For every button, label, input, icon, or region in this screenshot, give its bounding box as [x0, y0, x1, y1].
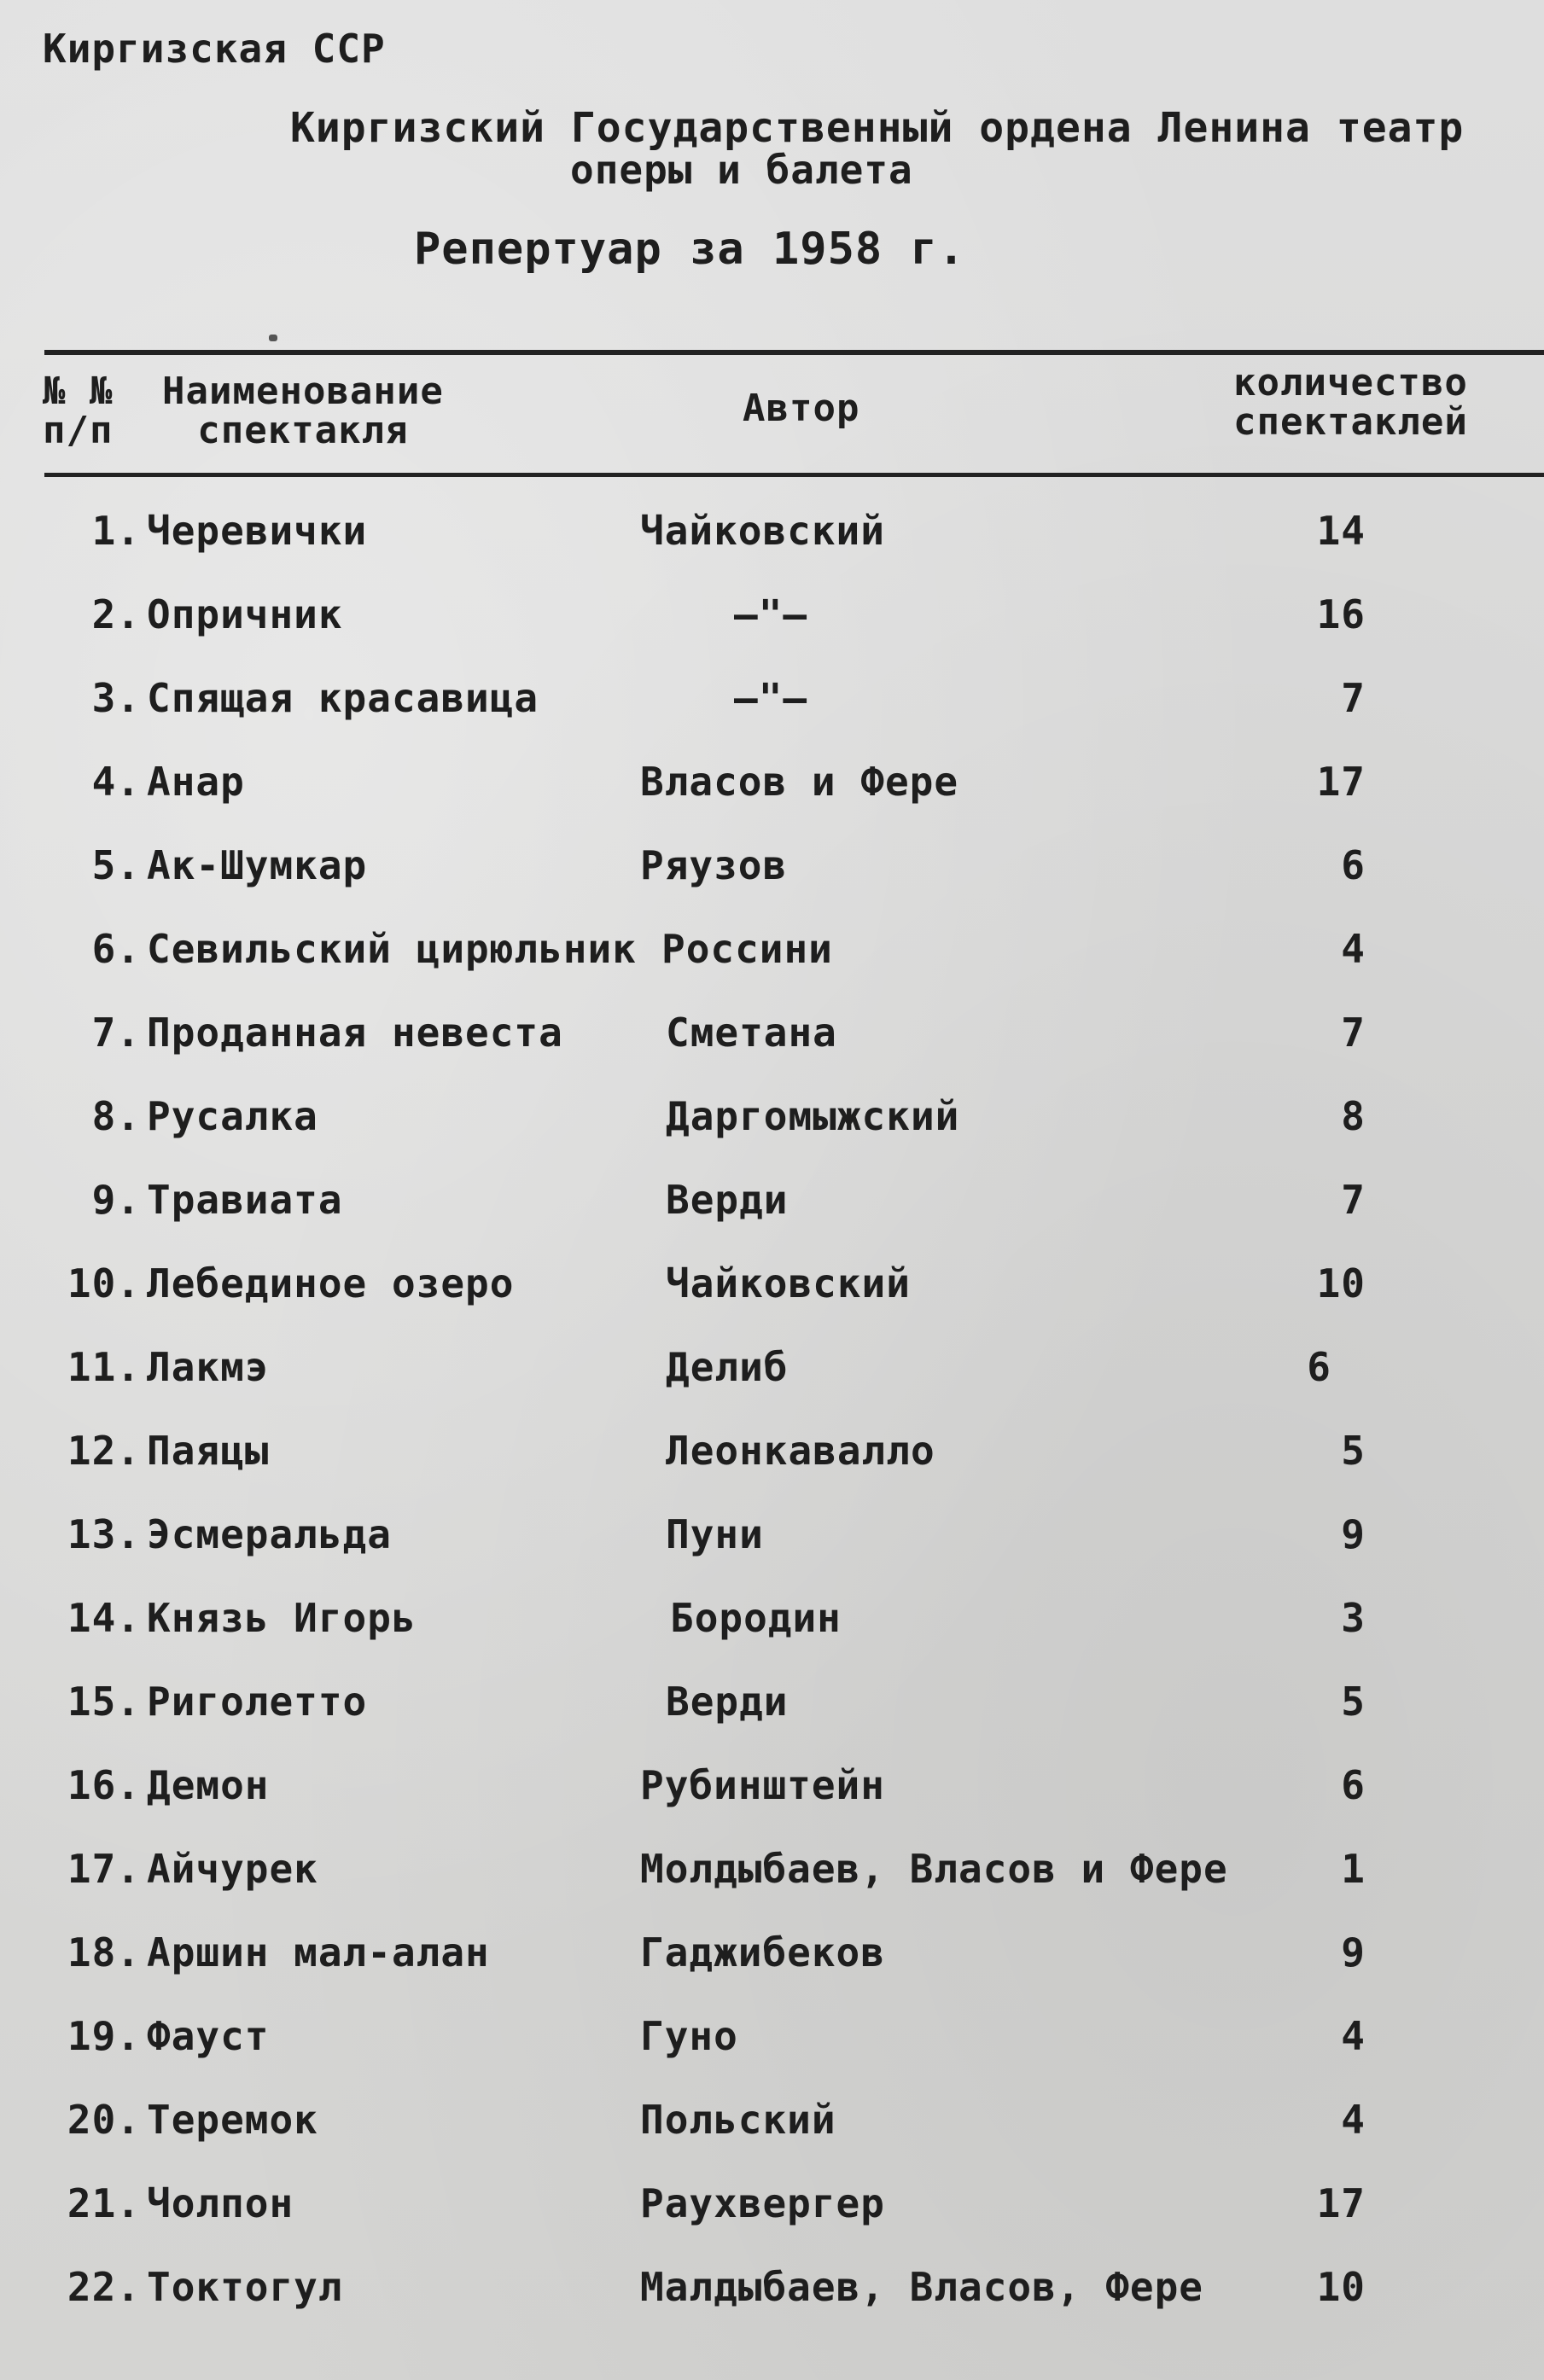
- row-title: Лакмэ: [147, 1344, 270, 1390]
- table-row: [0, 2180, 1544, 2232]
- row-number: 4.: [91, 759, 141, 805]
- row-count: 4: [1341, 2097, 1366, 2143]
- row-count: 9: [1341, 1511, 1366, 1557]
- table-row: [0, 2097, 1544, 2148]
- row-number: 3.: [91, 675, 141, 721]
- row-count: 7: [1341, 675, 1366, 721]
- row-count: 5: [1341, 1428, 1366, 1474]
- table-row: [0, 1260, 1544, 1312]
- row-count: 10: [1316, 1260, 1366, 1306]
- row-title: Ак-Шумкар: [147, 842, 368, 888]
- row-number: 22.: [67, 2264, 141, 2310]
- row-author: –"–: [734, 591, 808, 637]
- row-title: Князь Игорь: [147, 1595, 417, 1641]
- column-header-title-line1: Наименование: [162, 370, 444, 413]
- row-title: Демон: [147, 1762, 270, 1808]
- table-header-bottom-rule: [44, 473, 1544, 477]
- row-count: 7: [1341, 1010, 1366, 1056]
- row-author: Бородин: [670, 1595, 842, 1641]
- row-author: Верди: [666, 1177, 789, 1223]
- row-author: –"–: [734, 675, 808, 721]
- row-number: 2.: [91, 591, 141, 637]
- row-author: Даргомыжский: [666, 1093, 960, 1139]
- row-author: Малдыбаев, Власов, Фере: [640, 2264, 1203, 2310]
- table-row: [0, 1344, 1544, 1395]
- table-row: [0, 759, 1544, 810]
- organization-line-2: оперы и балета: [570, 147, 913, 193]
- row-count: 1: [1341, 1846, 1366, 1892]
- row-author: Ряузов: [640, 842, 788, 888]
- column-header-count-line1: количество: [1233, 361, 1468, 404]
- row-title: Чолпон: [147, 2180, 294, 2226]
- row-title: Травиата: [147, 1177, 343, 1223]
- row-number: 13.: [67, 1511, 141, 1557]
- column-header-author: Автор: [743, 387, 860, 430]
- table-row: [0, 1762, 1544, 1813]
- column-header-title-line2: спектакля: [197, 409, 409, 452]
- row-title: Токтогул: [147, 2264, 343, 2310]
- row-author: Россини: [661, 926, 833, 972]
- row-title: Айчурек: [147, 1846, 318, 1892]
- row-number: 16.: [67, 1762, 141, 1808]
- row-count: 3: [1341, 1595, 1366, 1641]
- table-row: [0, 842, 1544, 893]
- row-count: 8: [1341, 1093, 1366, 1139]
- row-count: 10: [1316, 2264, 1366, 2310]
- row-count: 7: [1341, 1177, 1366, 1223]
- row-number: 5.: [91, 842, 141, 888]
- row-title: Паяцы: [147, 1428, 270, 1474]
- row-author: Раухвергер: [640, 2180, 885, 2226]
- table-row: [0, 1177, 1544, 1228]
- row-number: 1.: [91, 508, 141, 554]
- table-row: [0, 1679, 1544, 1730]
- row-title: Спящая красавица: [147, 675, 539, 721]
- row-count: 16: [1316, 591, 1366, 637]
- row-number: 20.: [67, 2097, 141, 2143]
- table-top-rule: [44, 350, 1544, 355]
- row-title: Теремок: [147, 2097, 318, 2143]
- row-number: 19.: [67, 2013, 141, 2059]
- row-author: Власов и Фере: [640, 759, 959, 805]
- row-number: 12.: [67, 1428, 141, 1474]
- row-author: Гаджибеков: [640, 1929, 885, 1976]
- row-number: 6.: [91, 926, 141, 972]
- row-title: Опричник: [147, 591, 343, 637]
- column-header-count: [1233, 361, 1468, 444]
- table-row: [0, 675, 1544, 726]
- row-number: 7.: [91, 1010, 141, 1056]
- column-header-count-line2: спектаклей: [1233, 400, 1468, 444]
- row-number: 10.: [67, 1260, 141, 1306]
- column-header-number: [43, 372, 113, 451]
- table-row: [0, 1846, 1544, 1897]
- row-count: 4: [1341, 926, 1366, 972]
- document-title: Репертуар за 1958 г.: [414, 224, 966, 275]
- row-count: 6: [1341, 1762, 1366, 1808]
- row-count: 17: [1316, 759, 1366, 805]
- row-count: 9: [1341, 1929, 1366, 1976]
- row-number: 17.: [67, 1846, 141, 1892]
- row-title: Лебединое озеро: [147, 1260, 515, 1306]
- row-number: 8.: [91, 1093, 141, 1139]
- column-header-number-line2: п/п: [43, 409, 114, 452]
- table-row: [0, 1929, 1544, 1981]
- row-title: Русалка: [147, 1093, 318, 1139]
- row-author: Гуно: [640, 2013, 738, 2059]
- row-author: Молдыбаев, Власов и Фере: [640, 1846, 1228, 1892]
- row-title: Фауст: [147, 2013, 270, 2059]
- row-author: Чайковский: [666, 1260, 911, 1306]
- row-author: Пуни: [666, 1511, 764, 1557]
- row-author: Чайковский: [640, 508, 885, 554]
- republic-heading: Киргизская ССР: [43, 26, 386, 72]
- row-count: 6: [1341, 842, 1366, 888]
- table-row: [0, 1093, 1544, 1144]
- row-author: Леонкавалло: [666, 1428, 935, 1474]
- row-title: Севильский цирюльник: [147, 926, 637, 972]
- row-number: 9.: [91, 1177, 141, 1223]
- row-count: 5: [1341, 1679, 1366, 1725]
- table-row: [0, 1595, 1544, 1646]
- column-header-title: [162, 372, 444, 451]
- row-count: 6: [1307, 1344, 1331, 1390]
- ink-mark: [269, 335, 277, 341]
- column-header-number-line1: № №: [43, 370, 114, 413]
- row-title: Проданная невеста: [147, 1010, 563, 1056]
- row-title: Анар: [147, 759, 245, 805]
- row-author: Верди: [666, 1679, 789, 1725]
- row-number: 21.: [67, 2180, 141, 2226]
- table-row: [0, 591, 1544, 643]
- row-author: Рубинштейн: [640, 1762, 885, 1808]
- row-count: 17: [1316, 2180, 1366, 2226]
- table-row: [0, 1511, 1544, 1562]
- table-row: [0, 1428, 1544, 1479]
- row-number: 15.: [67, 1679, 141, 1725]
- row-count: 4: [1341, 2013, 1366, 2059]
- table-row: [0, 1010, 1544, 1061]
- row-title: Черевички: [147, 508, 368, 554]
- row-number: 18.: [67, 1929, 141, 1976]
- row-number: 11.: [67, 1344, 141, 1390]
- row-author: Делиб: [666, 1344, 789, 1390]
- row-author: Польский: [640, 2097, 836, 2143]
- row-title: Аршин мал-алан: [147, 1929, 490, 1976]
- row-count: 14: [1316, 508, 1366, 554]
- row-title: Риголетто: [147, 1679, 368, 1725]
- row-title: Эсмеральда: [147, 1511, 392, 1557]
- table-row: [0, 2013, 1544, 2064]
- row-number: 14.: [67, 1595, 141, 1641]
- table-row: [0, 926, 1544, 977]
- row-author: Сметана: [666, 1010, 837, 1056]
- organization-line-1: Киргизский Государственный ордена Ленина театр: [290, 104, 1465, 152]
- table-row: [0, 508, 1544, 559]
- table-row: [0, 2264, 1544, 2315]
